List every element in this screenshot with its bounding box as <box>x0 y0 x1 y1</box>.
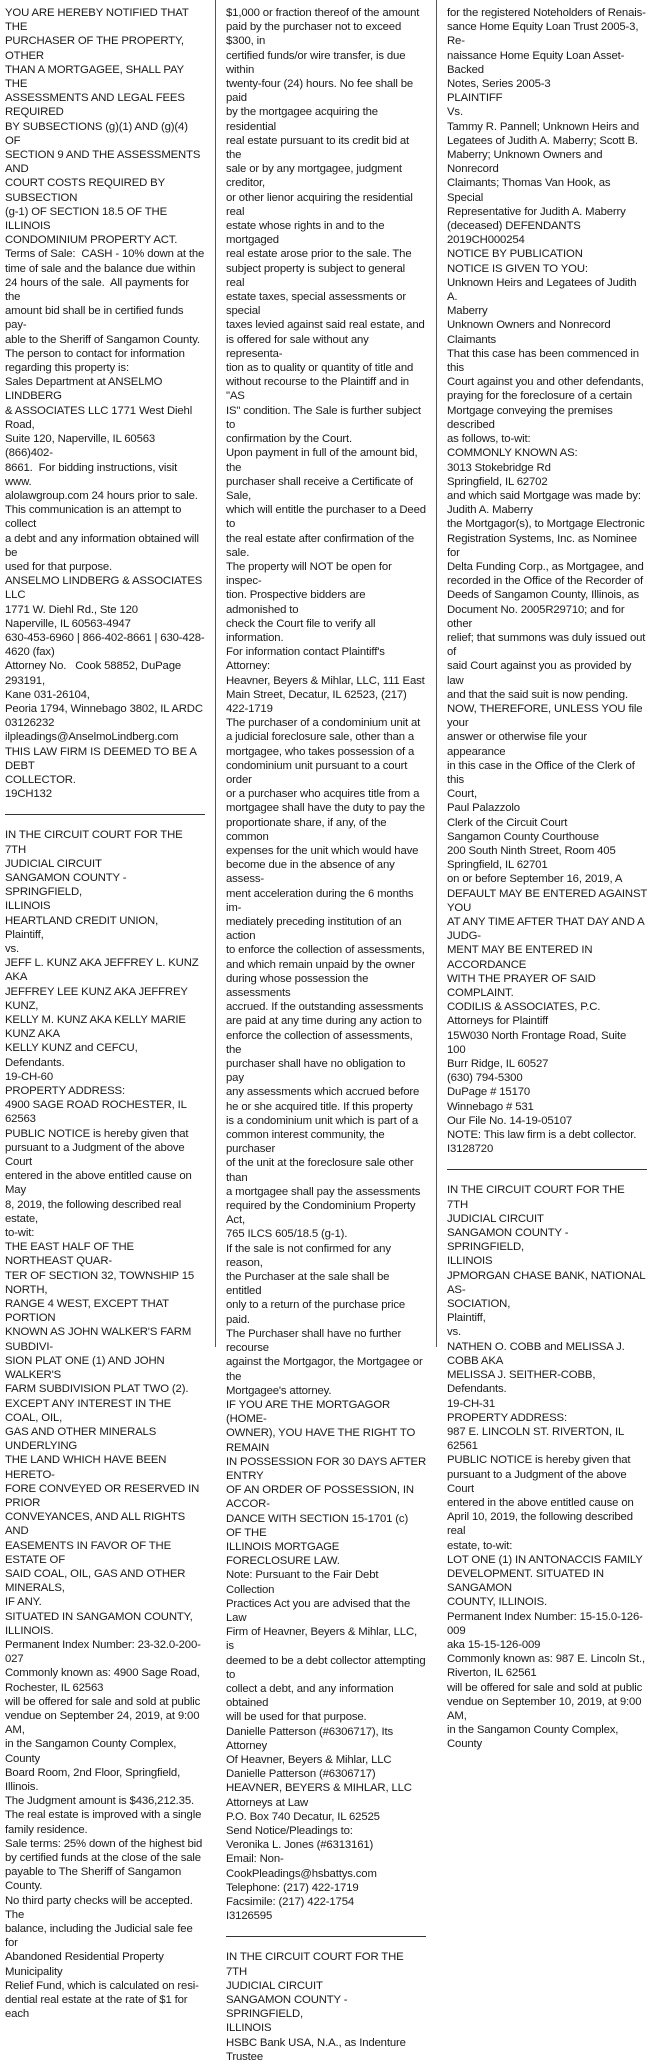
notice-heartland-kunz-continued: $1,000 or fraction thereof of the amount paid by the purchaser not to exceed $300, in certified funds/or wire transfer, is due within twenty-four (24) hours. No fee shall be paid by the mortgagee acquiring the residential real estate pursuant to its credit bid at the sale or by any mortgagee, judgment creditor, or other lienor acquiring the residential real estate whose rights in and to the mortgaged real estate arose prior to the sale. The subject property is subject to general real estate taxes, special assessments or special taxes levied against said real estate, and is offered for sale without any representa- tion as to quality or quantity of title and without recourse to the Plaintiff and in "AS IS" condition. The Sale is further subject to confirmation by the Court. Upon payment in full of the amount bid, the purchaser shall receive a Certificate of Sale, which will entitle the purchaser to a Deed to the real estate after confirmation of the sale. The property will NOT be open for inspec- tion. Prospective bidders are admonished to check the Court file to verify all information. For information contact Plaintiff's Attorney: Heavner, Beyers & Mihlar, LLC, 111 East Main Street, Decatur, IL 62523, (217) 422-1719 The purchaser of a condominium unit at a judicial foreclosure sale, other than a mortgagee, who takes possession of a condominium unit pursuant to a court order or a purchaser who acquires title from a mortgagee shall have the duty to pay the proportionate share, if any, of the common expenses for the unit which would have become due in the absence of any assess- ment acceleration during the 6 months im- mediately preceding institution of an action to enforce the collection of assessments, and which remain unpaid by the owner during whose possession the assessments accrued. If the outstanding assessments are paid at any time during any action to enforce the collection of assessments, the purchaser shall have no obligation to pay any assessments which accrued before he or she acquired title. If this property is a condominium unit which is part of a common interest community, the purchaser of the unit at the foreclosure sale other than a mortgagee shall pay the assessments required by the Condominium Property Act, 765 ILCS 605/18.5 (g-1). If the sale is not confirmed for any reason, the Purchaser at the sale shall be entitled only to a return of the purchase price paid. The Purchaser shall have no further recourse against the Mortgagor, the Mortgagee or the Mortgagee's attorney. IF YOU ARE THE MORTGAGOR (HOME- OWNER), YOU HAVE THE RIGHT TO REMAIN IN POSSESSION FOR 30 DAYS AFTER ENTRY OF AN ORDER OF POSSESSION, IN ACCOR- DANCE WITH SECTION 15-1701 (c) OF THE ILLINOIS MORTGAGE FORECLOSURE LAW. Note: Pursuant to the Fair Debt Collection Practices Act you are advised that the Law Firm of Heavner, Beyers & Mihlar, LLC, is deemed to be a debt collector attempting to collect a debt, and any information obtained will be used for that purpose. Danielle Patterson (#6306717), Its Attorney Of Heavner, Beyers & Mihlar, LLC Danielle Patterson (#6306717) HEAVNER, BEYERS & MIHLAR, LLC Attorneys at Law P.O. Box 740 Decatur, IL 62525 Send Notice/Pleadings to: Veronika L. Jones (#6313161) Email: Non-CookPleadings@hsbattys.com Telephone: (217) 422-1719 Facsimile: (217) 422-1754 I3126595 <box>226 7 427 1923</box>
notice-separator <box>226 1936 426 1937</box>
notice-heartland-kunz: IN THE CIRCUIT COURT FOR THE 7TH JUDICIAL CIRCUIT SANGAMON COUNTY - SPRINGFIELD, ILLINOIS HEARTLAND CREDIT UNION, Plaintiff, vs. JEFF L. KUNZ AKA JEFFREY L. KUNZ AKA JEFFREY LEE KUNZ AKA JEFFREY KUNZ, KELLY M. KUNZ AKA KELLY MARIE KUNZ AKA KELLY KUNZ and CEFCU, Defendants. 19-CH-60 PROPERTY ADDRESS: 4900 SAGE ROAD ROCHESTER, IL 62563 PUBLIC NOTICE is hereby given that pursuant to a Judgment of the above Court entered in the above entitled cause on May 8, 2019, the following described real estate, to-wit: THE EAST HALF OF THE NORTHEAST QUAR- TER OF SECTION 32, TOWNSHIP 15 NORTH, RANGE 4 WEST, EXCEPT THAT PORTION KNOWN AS JOHN WALKER'S FARM SUBDIVI- SION PLAT ONE (1) AND JOHN WALKER'S FARM SUBDIVISION PLAT TWO (2). EXCEPT ANY INTEREST IN THE COAL, OIL, GAS AND OTHER MINERALS UNDERLYING THE LAND WHICH HAVE BEEN HERETO- FORE CONVEYED OR RESERVED IN PRIOR CONVEYANCES, AND ALL RIGHTS AND EASEMENTS IN FAVOR OF THE ESTATE OF SAID COAL, OIL, GAS AND OTHER MINERALS, IF ANY. SITUATED IN SANGAMON COUNTY, ILLINOIS. Permanent Index Number: 23-32.0-200-027 Commonly known as: 4900 Sage Road, Rochester, IL 62563 will be offered for sale and sold at public vendue on September 24, 2019, at 9:00 AM, in the Sangamon County Complex, County Board Room, 2nd Floor, Springfield, Illinois. The Judgment amount is $436,212.35. The real estate is improved with a single family residence. Sale terms: 25% down of the highest bid by certified funds at the close of the sale payable to The Sheriff of Sangamon County. No third party checks will be accepted. The balance, including the Judicial sale fee for Abandoned Residential Property Municipality Relief Fund, which is calculated on resi- dential real estate at the rate of $1 for each <box>5 829 203 2021</box>
notice-hsbc-header: IN THE CIRCUIT COURT FOR THE 7TH JUDICIAL CIRCUIT SANGAMON COUNTY - SPRINGFIELD, ILLINOIS HSBC Bank USA, N.A., as Indenture Trustee <box>226 1951 406 2063</box>
column-divider-right <box>436 0 437 1347</box>
column-3 <box>447 6 647 1752</box>
notice-jpmorgan-cobb: IN THE CIRCUIT COURT FOR THE 7TH JUDICIAL CIRCUIT SANGAMON COUNTY - SPRINGFIELD, ILLINOIS JPMORGAN CHASE BANK, NATIONAL AS- SOCIATION, Plaintiff, vs. NATHEN O. COBB and MELISSA J. COBB AKA MELISSA J. SEITHER-COBB, Defendants. 19-CH-31 PROPERTY ADDRESS: 987 E. LINCOLN ST. RIVERTON, IL 62561 PUBLIC NOTICE is hereby given that pursuant to a Judgment of the above Court entered in the above entitled cause on April 10, 2019, the following described real estate, to-wit: LOT ONE (1) IN ANTONACCIS FAMILY DEVELOPMENT. SITUATED IN SANGAMON COUNTY, ILLINOIS. Permanent Index Number: 15-15.0-126-009 aka 15-15-126-009 Commonly known as: 987 E. Lincoln St., Riverton, IL 62561 will be offered for sale and sold at public vendue on September 10, 2019, at 9:00 AM, in the Sangamon County Complex, County <box>447 1184 645 1751</box>
notice-separator <box>447 1169 647 1170</box>
column-2 <box>226 6 426 2064</box>
column-1 <box>5 6 205 2021</box>
notice-hsbc-maberry: for the registered Noteholders of Renais- sance Home Equity Loan Trust 2005-3, Re- naissance Home Equity Loan Asset-Backed Notes, Series 2005-3 PLAINTIFF Vs. Tammy R. Pannell; Unknown Heirs and Legatees of Judith A. Maberry; Scott B. Maberry; Unknown Owners and Nonrecord Claimants; Thomas Van Hook, as Special Representative for Judith A. Maberry (deceased) DEFENDANTS 2019CH000254 NOTICE BY PUBLICATION NOTICE IS GIVEN TO YOU: Unknown Heirs and Legatees of Judith A. Maberry Unknown Owners and Nonrecord Claimants That this case has been commenced in this Court against you and other defendants, praying for the foreclosure of a certain Mortgage conveying the premises described as follows, to-wit: COMMONLY KNOWN AS: 3013 Stokebridge Rd Springfield, IL 62702 and which said Mortgage was made by: Judith A. Maberry the Mortgagor(s), to Mortgage Electronic Registration Systems, Inc. as Nominee for Delta Funding Corp., as Mortgagee, and recorded in the Office of the Recorder of Deeds of Sangamon County, Illinois, as Document No. 2005R29710; and for other relief; that summons was duly issued out of said Court against you as provided by law and that the said suit is now pending. NOW, THEREFORE, UNLESS YOU file your answer or otherwise file your appearance in this case in the Office of the Clerk of this Court, Paul Palazzolo Clerk of the Circuit Court Sangamon County Courthouse 200 South Ninth Street, Room 405 Springfield, IL 62701 on or before September 16, 2019, A DEFAULT MAY BE ENTERED AGAINST YOU AT ANY TIME AFTER THAT DAY AND A JUDG- MENT MAY BE ENTERED IN ACCORDANCE WITH THE PRAYER OF SAID COMPLAINT. CODILIS & ASSOCIATES, P.C. Attorneys for Plaintiff 15W030 North Frontage Road, Suite 100 Burr Ridge, IL 60527 (630) 794-5300 DuPage # 15170 Winnebago # 531 Our File No. 14-19-05107 NOTE: This law firm is a debt collector. I3128720 <box>447 7 647 1156</box>
notice-separator <box>5 814 205 815</box>
column-divider-left <box>215 0 216 1347</box>
notice-condo-terms-tail: YOU ARE HEREBY NOTIFIED THAT THE PURCHASER OF THE PROPERTY, OTHER THAN A MORTGAGEE, SHALL PAY THE ASSESSMENTS AND LEGAL FEES REQUIRED BY SUBSECTIONS (g)(1) AND (g)(4) OF SECTION 9 AND THE ASSESSMENTS AND COURT COSTS REQUIRED BY SUBSECTION (g-1) OF SECTION 18.5 OF THE ILLINOIS CONDOMINIUM PROPERTY ACT. Terms of Sale: CASH - 10% down at the time of sale and the balance due within 24 hours of the sale. All payments for the amount bid shall be in certified funds pay- able to the Sheriff of Sangamon County. The person to contact for information regarding this property is: Sales Department at ANSELMO LINDBERG & ASSOCIATES LLC 1771 West Diehl Road, Suite 120, Naperville, IL 60563 (866)402- 8661. For bidding instructions, visit www. alolawgroup.com 24 hours prior to sale. This communication is an attempt to collect a debt and any information obtained will be used for that purpose. ANSELMO LINDBERG & ASSOCIATES LLC 1771 W. Diehl Rd., Ste 120 Naperville, IL 60563-4947 630-453-6960 | 866-402-8661 | 630-428- 4620 (fax) Attorney No. Cook 58852, DuPage 293191, Kane 031-26104, Peoria 1794, Winnebago 3802, IL ARDC 03126232 ilpleadings@AnselmoLindberg.com THIS LAW FIRM IS DEEMED TO BE A DEBT COLLECTOR. 19CH132 <box>5 7 205 801</box>
